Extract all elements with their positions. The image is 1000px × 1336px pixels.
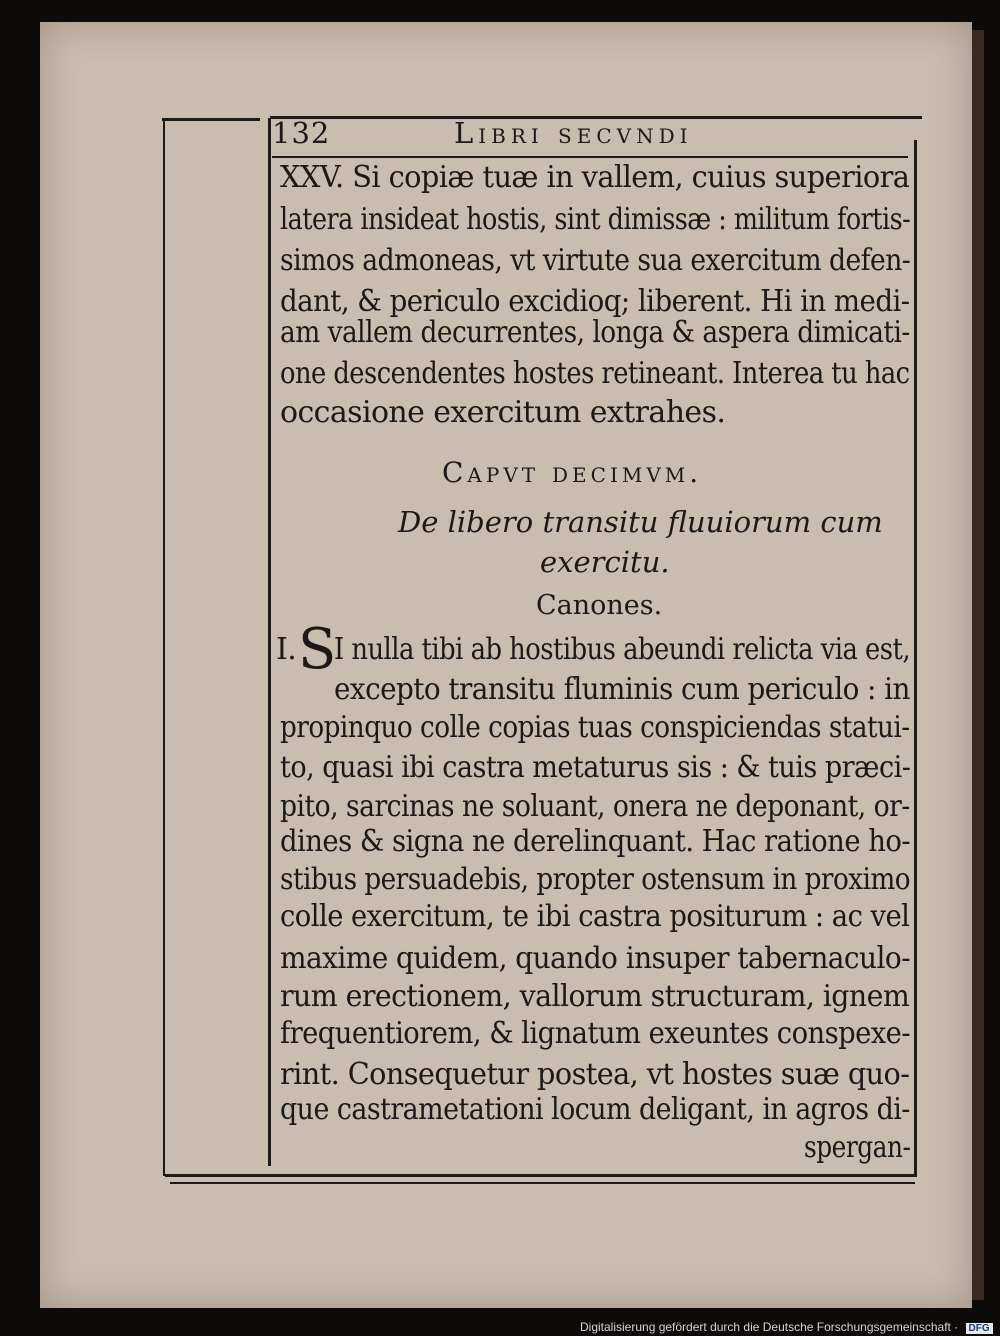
text-line: I nulla tibi ab hostibus abeundi relicta via est, — [334, 632, 911, 667]
chapter-heading: Capvt decimvm. — [442, 456, 703, 489]
text-line: latera insideat hostis, sint dimissæ : militum fortis- — [280, 202, 911, 237]
header-underline — [272, 156, 908, 158]
frame-left-outer — [163, 118, 165, 1176]
text-line: excepto transitu fluminis cum periculo : in — [334, 672, 910, 707]
text-line: am vallem decurrentes, longa & aspera dimicati- — [280, 315, 910, 350]
frame-right — [914, 140, 917, 1176]
page-number: 132 — [272, 116, 331, 150]
text-line: one descendentes hostes retineant. Interea tu hac — [280, 356, 910, 391]
canones-label: Canones. — [536, 590, 663, 621]
dfg-logo: DFG — [966, 1323, 993, 1334]
drop-cap: S — [298, 617, 337, 682]
text-line: rint. Consequetur postea, vt hostes suæ quo- — [280, 1057, 910, 1092]
text-line: occasione exercitum extrahes. — [280, 395, 726, 430]
text-line: dines & signa ne derelinquant. Hac ratione ho- — [280, 824, 911, 859]
page-edge — [972, 30, 984, 1300]
text-line: stibus persuadebis, propter ostensum in proximo — [280, 862, 911, 897]
text-line: frequentiorem, & lignatum exeuntes conspexe- — [280, 1016, 911, 1051]
catchword: spergan- — [804, 1130, 911, 1165]
text-line: colle exercitum, te ibi castra positurum : ac vel — [280, 899, 910, 934]
text-line: maxime quidem, quando insuper tabernaculo- — [280, 941, 911, 976]
chapter-subtitle-line-1: De libero transitu fluuiorum cum — [398, 505, 883, 539]
text-line: pito, sarcinas ne soluant, onera ne deponant, or- — [280, 789, 910, 824]
text-line: dant, & periculo excidioq; liberent. Hi in medi- — [280, 284, 910, 319]
credit-text: Digitalisierung gefördert durch die Deutsche Forschungsgemeinschaft · — [580, 1320, 959, 1334]
text-line: que castrametationi locum deligant, in agros di- — [280, 1092, 910, 1127]
text-line: propinquo colle copias tuas conspiciendas statui- — [280, 710, 910, 745]
text-line: rum erectionem, vallorum structuram, ignem — [280, 979, 910, 1014]
running-title: Libri secvndi — [454, 116, 693, 150]
frame-bottom-rule-2 — [170, 1182, 915, 1184]
frame-top-rule-left — [162, 118, 260, 121]
frame-left-inner — [268, 118, 271, 1166]
text-line: simos admoneas, vt virtute sua exercitum defen- — [280, 243, 911, 278]
text-line: to, quasi ibi castra metaturus sis : & tuis præci- — [280, 750, 911, 785]
digitization-credit — [580, 1320, 993, 1334]
canon-numeral: I. — [276, 632, 297, 667]
frame-bottom-rule — [165, 1174, 917, 1177]
text-line: XXV. Si copiæ tuæ in vallem, cuius superiora — [280, 160, 910, 195]
chapter-subtitle-line-2: exercitu. — [540, 545, 670, 579]
